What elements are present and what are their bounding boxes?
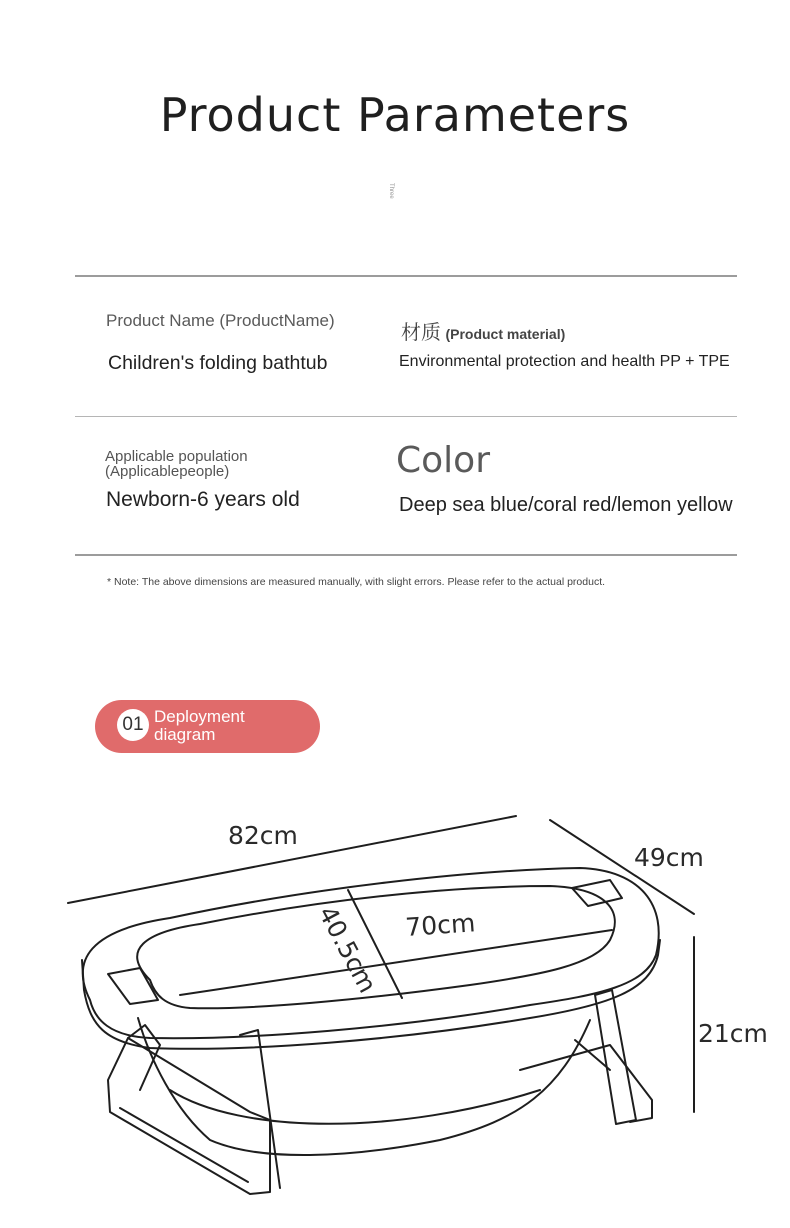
material-label-cn: 材质 xyxy=(401,320,441,344)
height-label: 21cm xyxy=(698,1019,768,1048)
population-label-line2: (Applicablepeople) xyxy=(105,463,230,480)
material-label xyxy=(401,316,565,345)
tub-basin-fold xyxy=(170,1090,540,1124)
length-label: 82cm xyxy=(228,821,298,850)
section-label-line2: diagram xyxy=(154,725,216,744)
tub-right-base-frame xyxy=(520,1045,652,1122)
population-label xyxy=(105,449,248,479)
inner-length-label: 70cm xyxy=(404,908,477,942)
color-label: Color xyxy=(396,440,490,481)
divider xyxy=(75,554,737,556)
inner-width-label: 40.5cm xyxy=(312,901,383,998)
tub-right-handle xyxy=(572,880,622,906)
material-value: Environmental protection and health PP + TPE xyxy=(399,353,730,370)
tub-rim-lower-edge xyxy=(82,940,660,1049)
population-value: Newborn-6 years old xyxy=(106,488,300,511)
bathtub-diagram xyxy=(0,790,790,1228)
tub-left-handle xyxy=(108,968,158,1004)
width-label: 49cm xyxy=(634,843,704,872)
measurement-note: * Note: The above dimensions are measured manually, with slight errors. Please refer to the actual product. xyxy=(107,576,606,588)
color-value: Deep sea blue/coral red/lemon yellow xyxy=(399,494,733,516)
tub-base-edge xyxy=(120,1108,248,1182)
page-subtitle: Three xyxy=(388,183,394,199)
page-title: Product Parameters xyxy=(159,88,631,142)
section-label-line1: Deployment xyxy=(154,707,245,726)
population-label-line1: Applicable population xyxy=(105,448,248,465)
material-label-en: (Product material) xyxy=(445,326,566,342)
section-number: 01 xyxy=(117,709,149,741)
product-name-label: Product Name (ProductName) xyxy=(106,311,335,330)
divider xyxy=(75,416,737,417)
divider xyxy=(75,275,737,277)
section-label xyxy=(154,708,304,744)
tub-leg-right xyxy=(595,990,636,1124)
product-name-value: Children's folding bathtub xyxy=(108,352,328,374)
tub-outer-rim xyxy=(83,868,659,1038)
